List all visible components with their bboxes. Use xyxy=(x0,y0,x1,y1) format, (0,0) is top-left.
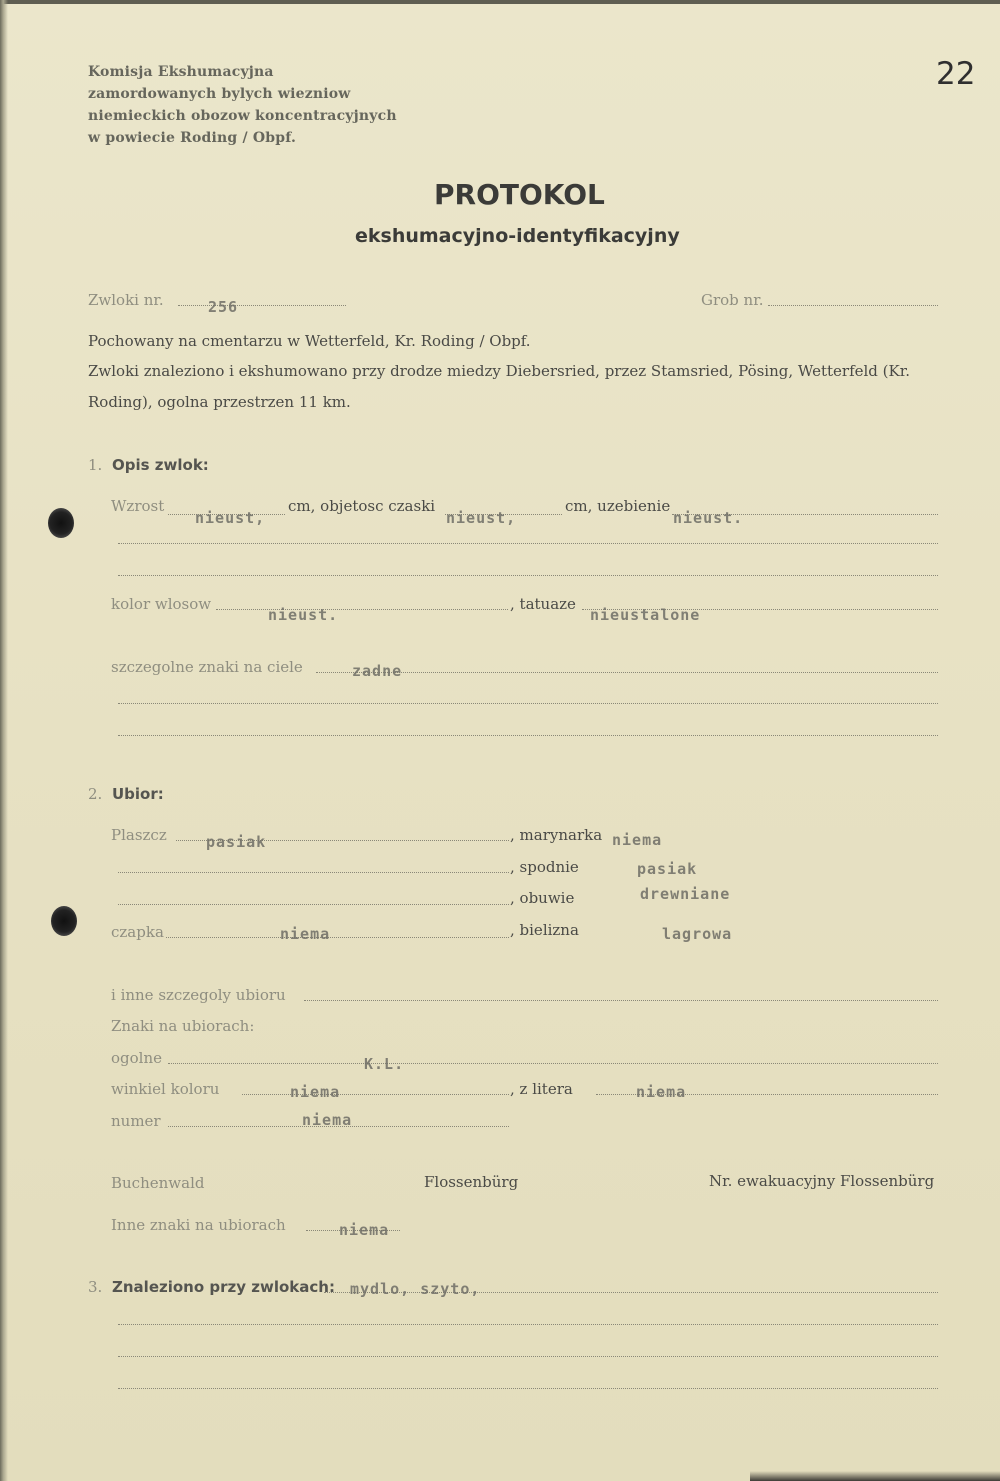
zwloki-label: Zwloki nr. xyxy=(88,291,164,309)
ogolne-value: K.L. xyxy=(364,1055,405,1073)
blank-line xyxy=(118,1324,938,1325)
header-line-3: niemieckich obozow koncentracyjnych xyxy=(88,108,397,124)
bielizna-label: , bielizna xyxy=(510,921,579,939)
buchenwald-label: Buchenwald xyxy=(111,1174,205,1192)
zwloki-value: 256 xyxy=(208,298,239,316)
winkiel-label: winkiel koloru xyxy=(111,1080,220,1098)
uzebienie-value: nieust. xyxy=(673,509,744,527)
grob-dotted-line xyxy=(768,305,938,306)
punch-hole xyxy=(48,508,74,538)
inne-szczegoly-dotted-line xyxy=(304,1000,938,1001)
blank-line xyxy=(118,1388,938,1389)
pochowany-text: Pochowany na cmentarzu w Wetterfeld, Kr. Roding / Obpf. xyxy=(88,332,531,350)
section3-number: 3. xyxy=(88,1278,103,1296)
winkiel-value: niema xyxy=(290,1083,341,1101)
numer-value: niema xyxy=(302,1111,353,1129)
obuwie-value: drewniane xyxy=(640,885,731,903)
czaszka-value: nieust, xyxy=(446,509,517,527)
litera-value: niema xyxy=(636,1083,687,1101)
scan-bottom-shadow xyxy=(750,1471,1000,1481)
litera-label: , z litera xyxy=(510,1080,573,1098)
znaki-ciala-value: zadne xyxy=(352,662,403,680)
spodnie-value: pasiak xyxy=(637,860,698,878)
section1-title: Opis zwlok: xyxy=(112,456,209,474)
blank-line xyxy=(118,575,938,576)
section3-title: Znaleziono przy zwlokach: xyxy=(112,1278,335,1296)
inne-szczegoly-label: i inne szczegoly ubioru xyxy=(111,986,286,1004)
znaki-ubior-label: Znaki na ubiorach: xyxy=(111,1017,255,1035)
blank-line xyxy=(118,1356,938,1357)
wlosy-value: nieust. xyxy=(268,606,339,624)
punch-hole xyxy=(51,906,77,936)
section1-number: 1. xyxy=(88,456,103,474)
scan-top-edge xyxy=(0,0,1000,4)
tatuaze-value: nieustalone xyxy=(590,606,701,624)
czapka-dotted-line xyxy=(166,937,509,938)
czapka-label: czapka xyxy=(111,923,164,941)
section2-number: 2. xyxy=(88,785,103,803)
zwloki-dotted-line xyxy=(178,305,346,306)
marynarka-label: , marynarka xyxy=(510,826,603,844)
grob-label: Grob nr. xyxy=(701,291,764,309)
tatuaze-label: , tatuaze xyxy=(510,595,576,613)
ogolne-label: ogolne xyxy=(111,1049,162,1067)
section2-title: Ubior: xyxy=(112,785,164,803)
page-title: PROTOKOL xyxy=(434,178,605,211)
marynarka-value: niema xyxy=(612,831,663,849)
bielizna-value: lagrowa xyxy=(662,925,733,943)
section3-value: mydlo, szyto, xyxy=(350,1280,481,1298)
wlosy-dotted-line xyxy=(216,609,508,610)
winkiel-dotted-line xyxy=(242,1094,509,1095)
inne-znaki-value: niema xyxy=(339,1221,390,1239)
czapka-value: niema xyxy=(280,925,331,943)
blank-line xyxy=(118,543,938,544)
ewakuacyjny-label: Nr. ewakuacyjny Flossenbürg xyxy=(709,1172,935,1190)
header-line-1: Komisja Ekshumacyjna xyxy=(88,64,274,80)
plaszcz-label: Plaszcz xyxy=(111,826,167,844)
wzrost-value: nieust, xyxy=(195,509,266,527)
numer-label: numer xyxy=(111,1112,161,1130)
scan-left-edge xyxy=(0,0,8,1481)
wlosy-label: kolor wlosow xyxy=(111,595,212,613)
page-number: 22 xyxy=(936,56,976,92)
blank-line xyxy=(118,872,509,873)
uzebienie-label: cm, uzebienie xyxy=(565,497,671,515)
inne-znaki-label: Inne znaki na ubiorach xyxy=(111,1216,286,1234)
plaszcz-value: pasiak xyxy=(206,833,267,851)
obuwie-label: , obuwie xyxy=(510,889,575,907)
blank-line xyxy=(118,735,938,736)
spodnie-label: , spodnie xyxy=(510,858,579,876)
blank-line xyxy=(118,703,938,704)
flossenburg-label: Flossenbürg xyxy=(424,1173,519,1191)
blank-line xyxy=(118,904,509,905)
wzrost-label: Wzrost xyxy=(111,497,165,515)
czaszka-label: cm, objetosc czaski xyxy=(288,497,436,515)
znaleziono-text-2: Roding), ogolna przestrzen 11 km. xyxy=(88,393,351,411)
znaki-ciala-dotted-line xyxy=(316,672,938,673)
znaleziono-text-1: Zwloki znaleziono i ekshumowano przy drodze miedzy Diebersried, przez Stamsried, Pösing, Wetterfeld (Kr. xyxy=(88,362,911,380)
znaki-ciala-label: szczegolne znaki na ciele xyxy=(111,658,303,676)
page-subtitle: ekshumacyjno-identyfikacyjny xyxy=(355,225,680,247)
header-line-4: w powiecie Roding / Obpf. xyxy=(88,130,297,146)
ogolne-dotted-line xyxy=(168,1063,938,1064)
header-line-2: zamordowanych bylych wiezniow xyxy=(88,86,351,102)
